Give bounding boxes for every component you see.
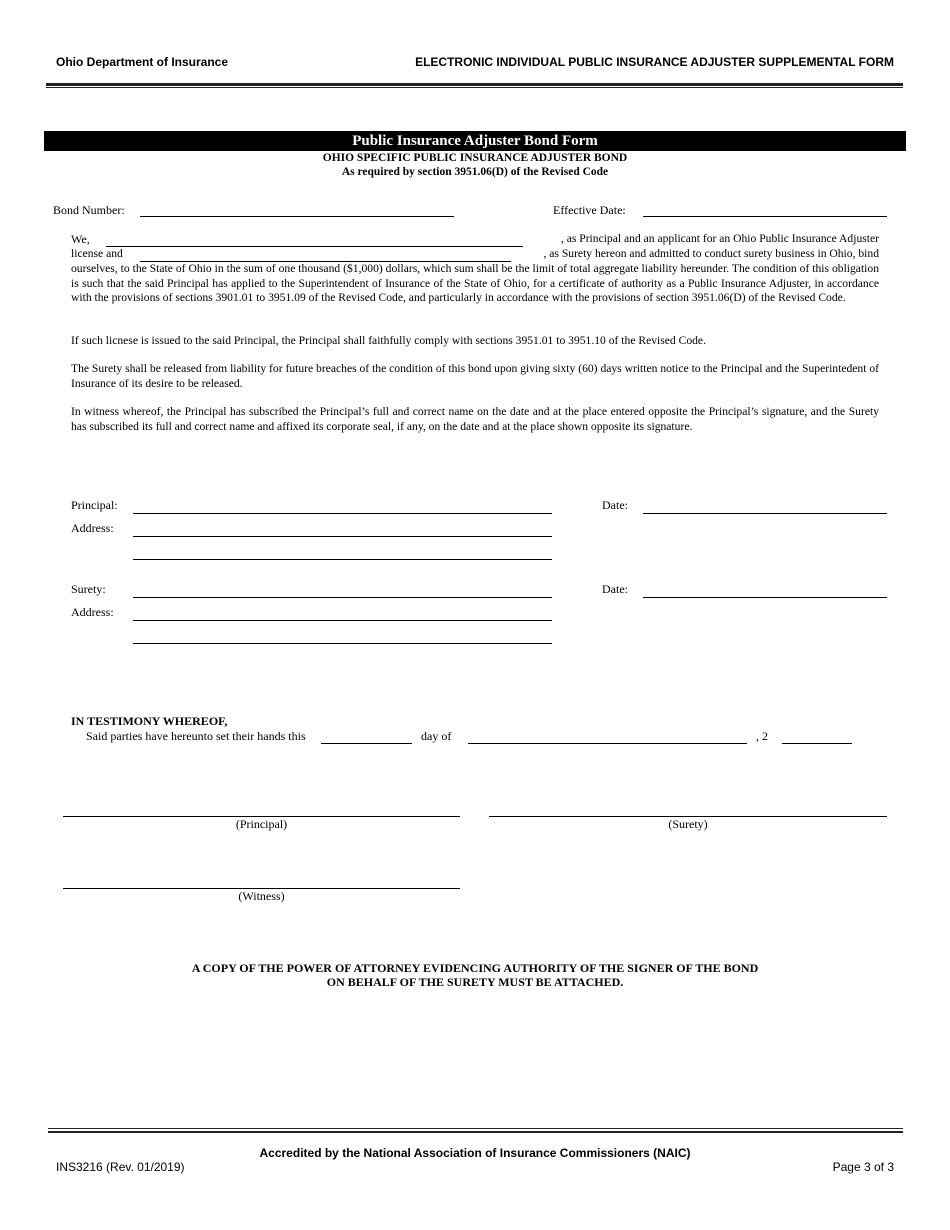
surety-clause: , as Surety hereon and admitted to conduct surety business in Ohio, bind: [543, 247, 879, 260]
principal-label: Principal:: [71, 498, 118, 512]
surety-label: Surety:: [71, 582, 106, 596]
compliance-paragraph: If such licnese is issued to the said Principal, the Principal shall faithfully comply with sections 3951.01 to 3951.10 of the Revised Code.: [71, 334, 706, 347]
effective-date-field[interactable]: [643, 216, 887, 217]
power-of-attorney-notice-line1: A COPY OF THE POWER OF ATTORNEY EVIDENCING AUTHORITY OF THE SIGNER OF THE BOND: [191, 961, 759, 975]
naic-accreditation: Accredited by the National Association of Insurance Commissioners (NAIC): [259, 1146, 691, 1160]
surety-address-field-2[interactable]: [133, 643, 552, 644]
principal-date-field[interactable]: [643, 513, 887, 514]
principal-clause: , as Principal and an applicant for an Ohio Public Insurance Adjuster: [560, 232, 879, 245]
day-field[interactable]: [321, 743, 412, 744]
surety-date-label: Date:: [602, 582, 628, 596]
bond-condition-paragraph: ourselves, to the State of Ohio in the sum of one thousand ($1,000) dollars, which sum shall be the limit of total aggregate liability hereunder. The condition of this obligation is such that the said Principal has applied to the Superintendent of Insurance of the State of Ohio, for a certificate of authority as a Public Insurance Adjuster, in accordance with the provisions of sections 3901.01 to 3951.09 of the Revised Code, and particularly in accordance with the provisions of section 3951.06(D) of the Revised Code.: [71, 262, 879, 305]
bond-statute: As required by section 3951.06(D) of the Revised Code: [341, 166, 609, 178]
bond-subtitle: OHIO SPECIFIC PUBLIC INSURANCE ADJUSTER BOND: [322, 152, 628, 164]
surety-field[interactable]: [133, 597, 552, 598]
effective-date-label: Effective Date:: [553, 203, 626, 217]
principal-address-label: Address:: [71, 521, 114, 535]
year-field[interactable]: [782, 743, 852, 744]
principal-date-label: Date:: [602, 498, 628, 512]
surety-date-field[interactable]: [643, 597, 887, 598]
principal-caption: (Principal): [235, 817, 288, 831]
year-prefix: , 2: [756, 729, 768, 743]
witness-caption: (Witness): [238, 889, 285, 903]
form-title: ELECTRONIC INDIVIDUAL PUBLIC INSURANCE ADJUSTER SUPPLEMENTAL FORM: [415, 55, 894, 69]
principal-address-field-2[interactable]: [133, 559, 552, 560]
testimony-text: Said parties have hereunto set their hands this: [86, 729, 306, 743]
footer-divider: [48, 1128, 903, 1133]
bond-number-field[interactable]: [140, 216, 454, 217]
header-divider: [46, 83, 903, 88]
bond-number-label: Bond Number:: [53, 203, 125, 217]
release-paragraph: The Surety shall be released from liability for future breaches of the condition of this bond upon giving sixty (60) days written notice to the Principal and the Superintedent of Insurance of its desire to be released.: [71, 362, 879, 390]
license-label: license and: [71, 247, 123, 260]
form-number: INS3216 (Rev. 01/2019): [56, 1160, 185, 1174]
surety-address-label: Address:: [71, 605, 114, 619]
witness-paragraph: In witness whereof, the Principal has subscribed the Principal’s full and correct name on the date and at the place entered opposite the Principal’s signature, and the Surety has subscribed its full and correct name and affixed its corporate seal, if any, on the date and at the place shown opposite its signature.: [71, 405, 879, 433]
bond-form-title: Public Insurance Adjuster Bond Form: [44, 131, 906, 151]
principal-name-field[interactable]: [106, 246, 523, 247]
we-label: We,: [71, 232, 90, 246]
principal-address-field-1[interactable]: [133, 536, 552, 537]
day-of-label: day of: [421, 729, 452, 743]
page-number: Page 3 of 3: [832, 1160, 894, 1174]
month-field[interactable]: [468, 743, 747, 744]
surety-address-field-1[interactable]: [133, 620, 552, 621]
principal-field[interactable]: [133, 513, 552, 514]
power-of-attorney-notice-line2: ON BEHALF OF THE SURETY MUST BE ATTACHED.: [326, 975, 624, 989]
agency-name: Ohio Department of Insurance: [56, 55, 229, 69]
testimony-heading: IN TESTIMONY WHEREOF,: [71, 714, 228, 728]
surety-caption: (Surety): [668, 817, 708, 831]
